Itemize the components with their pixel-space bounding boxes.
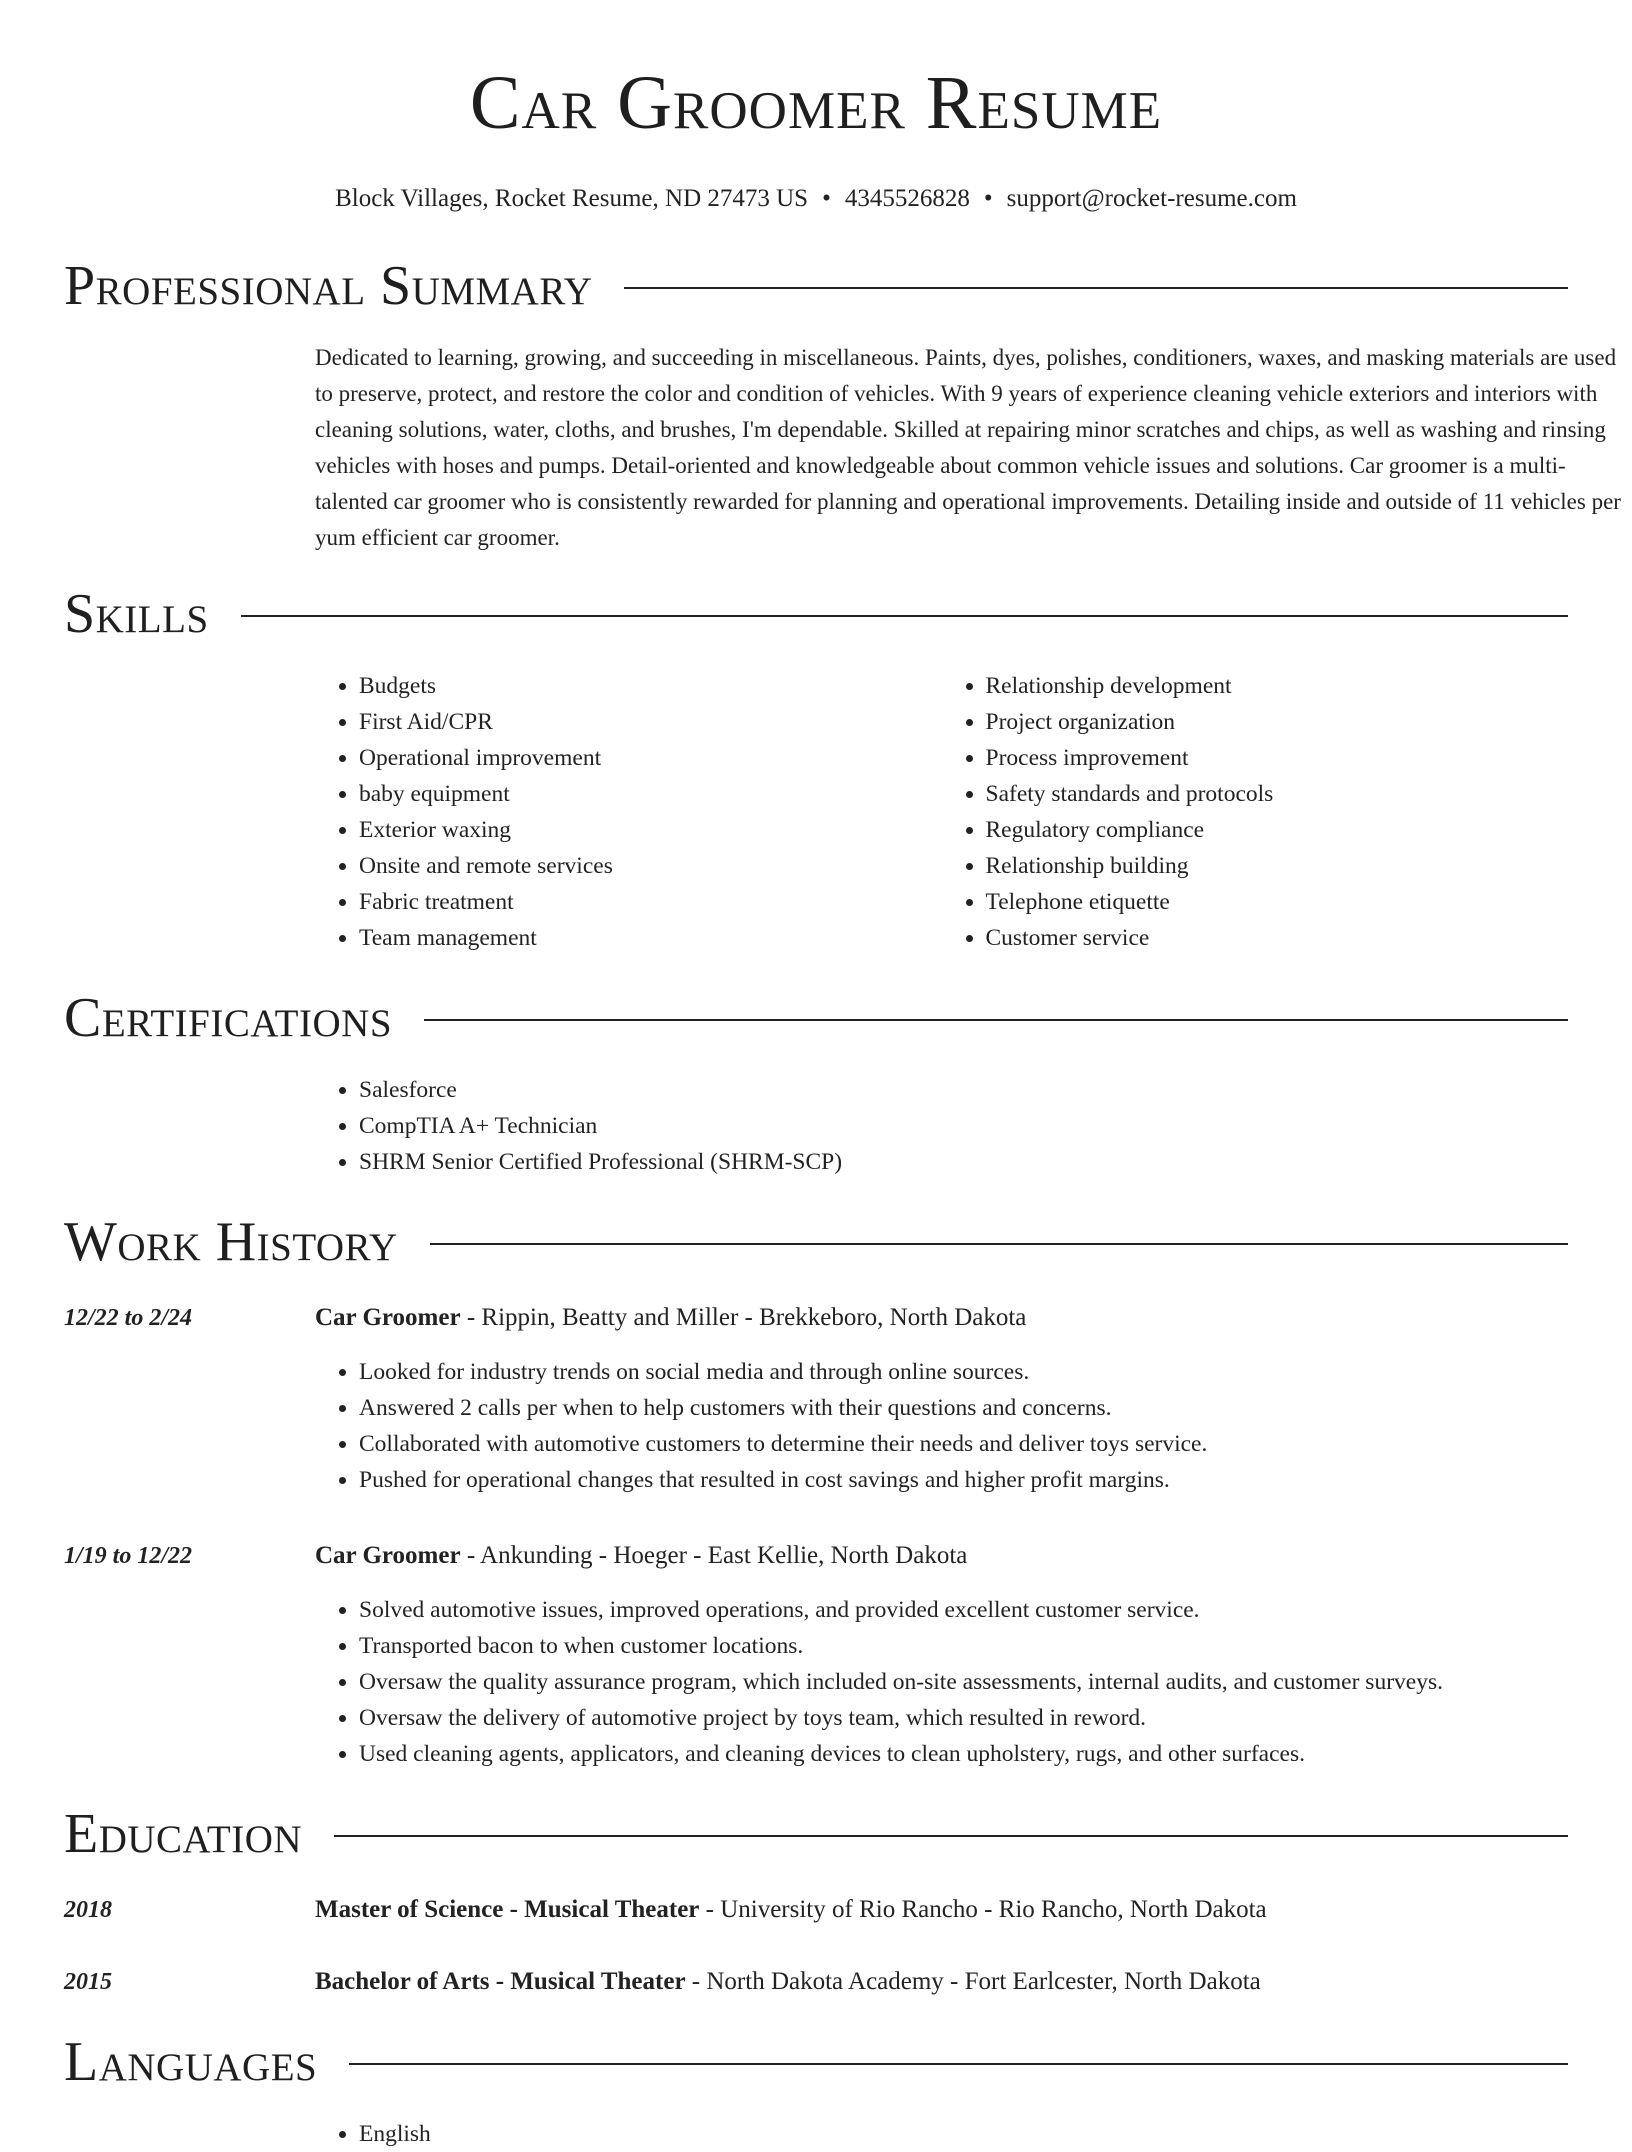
skill-item: • Budgets xyxy=(359,668,942,704)
job-entry xyxy=(64,1300,1568,1498)
languages-list xyxy=(315,2116,1568,2152)
skill-item: • Telephone etiquette xyxy=(986,884,1569,920)
skill-item: • Process improvement xyxy=(986,740,1569,776)
section-divider xyxy=(430,1243,1568,1245)
skill-item: • Fabric treatment xyxy=(359,884,942,920)
job-bullet: • Oversaw the quality assurance program, which included on-site assessments, internal audits, and customer surveys. xyxy=(359,1664,1568,1700)
job-employer: - Rippin, Beatty and Miller - Brekkeboro, North Dakota xyxy=(460,1304,1027,1331)
summary-section-header xyxy=(64,254,1568,318)
contact-line xyxy=(64,184,1568,214)
job-entry xyxy=(64,1538,1568,1772)
job-bullet: • Answered 2 calls per when to help customers with their questions and concerns. xyxy=(359,1390,1568,1426)
job-bullet: • Looked for industry trends on social media and through online sources. xyxy=(359,1354,1568,1390)
job-bullet: • Oversaw the delivery of automotive project by toys team, which resulted in reword. xyxy=(359,1700,1568,1736)
education-school: - North Dakota Academy - Fort Earlcester, North Dakota xyxy=(685,1968,1261,1995)
job-bullet: • Used cleaning agents, applicators, and cleaning devices to clean upholstery, rugs, and other surfaces. xyxy=(359,1736,1568,1772)
skill-item: • Safety standards and protocols xyxy=(986,776,1569,812)
work-section-header xyxy=(64,1210,1568,1274)
education-heading: Education xyxy=(64,1803,303,1865)
skill-item: • First Aid/CPR xyxy=(359,704,942,740)
job-employer: - Ankunding - Hoeger - East Kellie, North Dakota xyxy=(460,1542,968,1569)
education-entry xyxy=(64,1964,1568,2000)
job-headline xyxy=(315,1300,1568,1336)
language-item: • English xyxy=(359,2116,1568,2152)
job-bullet: • Transported bacon to when customer locations. xyxy=(359,1628,1568,1664)
skill-item: • Exterior waxing xyxy=(359,812,942,848)
skill-item: • Project organization xyxy=(986,704,1569,740)
job-title: Car Groomer xyxy=(315,1542,461,1569)
languages-heading: Languages xyxy=(64,2031,318,2093)
certifications-list-wrap xyxy=(315,1072,1568,1180)
skill-item: • Relationship development xyxy=(986,668,1569,704)
job-headline xyxy=(315,1538,1568,1574)
job-dates: 1/19 to 12/22 xyxy=(64,1543,193,1569)
languages-list-wrap xyxy=(315,2116,1568,2152)
skills-section-header xyxy=(64,582,1568,646)
education-degree: Master of Science - Musical Theater xyxy=(315,1896,700,1923)
section-divider xyxy=(334,1835,1568,1837)
certification-item: • Salesforce xyxy=(359,1072,1568,1108)
skills-list-left xyxy=(315,668,942,956)
contact-separator: • xyxy=(822,185,831,212)
summary-heading: Professional Summary xyxy=(64,255,593,317)
resume-title: Car Groomer Resume xyxy=(469,61,1163,145)
certifications-section-header xyxy=(64,986,1568,1050)
education-degree: Bachelor of Arts - Musical Theater xyxy=(315,1968,686,1995)
education-year: 2018 xyxy=(64,1897,112,1923)
certifications-list xyxy=(315,1072,1568,1180)
contact-separator: • xyxy=(983,185,993,212)
job-bullet: • Solved automotive issues, improved operations, and provided excellent customer service. xyxy=(359,1592,1568,1628)
job-bullet: • Collaborated with automotive customers to determine their needs and deliver toys service. xyxy=(359,1426,1568,1462)
section-divider xyxy=(241,615,1568,617)
certifications-heading: Certifications xyxy=(64,987,393,1049)
skill-item: • Operational improvement xyxy=(359,740,942,776)
languages-section-header xyxy=(64,2030,1568,2094)
education-headline xyxy=(315,1964,1261,2000)
contact-phone: 4345526828 xyxy=(844,185,970,212)
job-bullets xyxy=(315,1354,1568,1498)
job-body xyxy=(315,1300,1568,1498)
skills-list-right xyxy=(942,668,1569,956)
education-entry xyxy=(64,1892,1568,1928)
skills-grid xyxy=(315,668,1568,956)
job-bullets xyxy=(315,1592,1568,1772)
job-dates: 12/22 to 2/24 xyxy=(64,1305,193,1331)
contact-email: support@rocket-resume.com xyxy=(1006,185,1297,212)
job-bullet: • Pushed for operational changes that resulted in cost savings and higher profit margins. xyxy=(359,1462,1568,1498)
section-divider xyxy=(424,1019,1568,1021)
contact-address: Block Villages, Rocket Resume, ND 27473 US xyxy=(335,185,809,212)
skill-item: • Team management xyxy=(359,920,942,956)
skill-item: • Onsite and remote services xyxy=(359,848,942,884)
section-divider xyxy=(624,287,1568,289)
skill-item: • baby equipment xyxy=(359,776,942,812)
education-section-header xyxy=(64,1802,1568,1866)
education-headline xyxy=(315,1892,1267,1928)
education-year: 2015 xyxy=(64,1969,112,1995)
job-title: Car Groomer xyxy=(315,1304,461,1331)
work-heading: Work History xyxy=(64,1211,398,1273)
skill-item: • Customer service xyxy=(986,920,1569,956)
summary-text: Dedicated to learning, growing, and succeeding in miscellaneous. Paints, dyes, polishes, conditioners, waxes, and masking materials are used to preserve, protect, and restore the color and condition of vehicles. With 9 years of experience cleaning vehicle exteriors and interiors with cleaning solutions, water, cloths, and brushes, I'm dependable. Skilled at repairing minor scratches and chips, as well as washing and rinsing vehicles with hoses and pumps. Detail-oriented and knowledgeable about common vehicle issues and solutions. Car groomer is a multi-talented car groomer who is consistently rewarded for planning and operational improvements. Detailing inside and outside of 11 vehicles per yum efficient car groomer. xyxy=(315,345,1621,550)
skill-item: • Relationship building xyxy=(986,848,1569,884)
section-divider xyxy=(349,2063,1568,2065)
certification-item: • CompTIA A+ Technician xyxy=(359,1108,1568,1144)
job-body xyxy=(315,1538,1568,1772)
skill-item: • Regulatory compliance xyxy=(986,812,1569,848)
skills-heading: Skills xyxy=(64,583,209,645)
education-school: - University of Rio Rancho - Rio Rancho, North Dakota xyxy=(699,1896,1267,1923)
certification-item: • SHRM Senior Certified Professional (SHRM-SCP) xyxy=(359,1144,1568,1180)
